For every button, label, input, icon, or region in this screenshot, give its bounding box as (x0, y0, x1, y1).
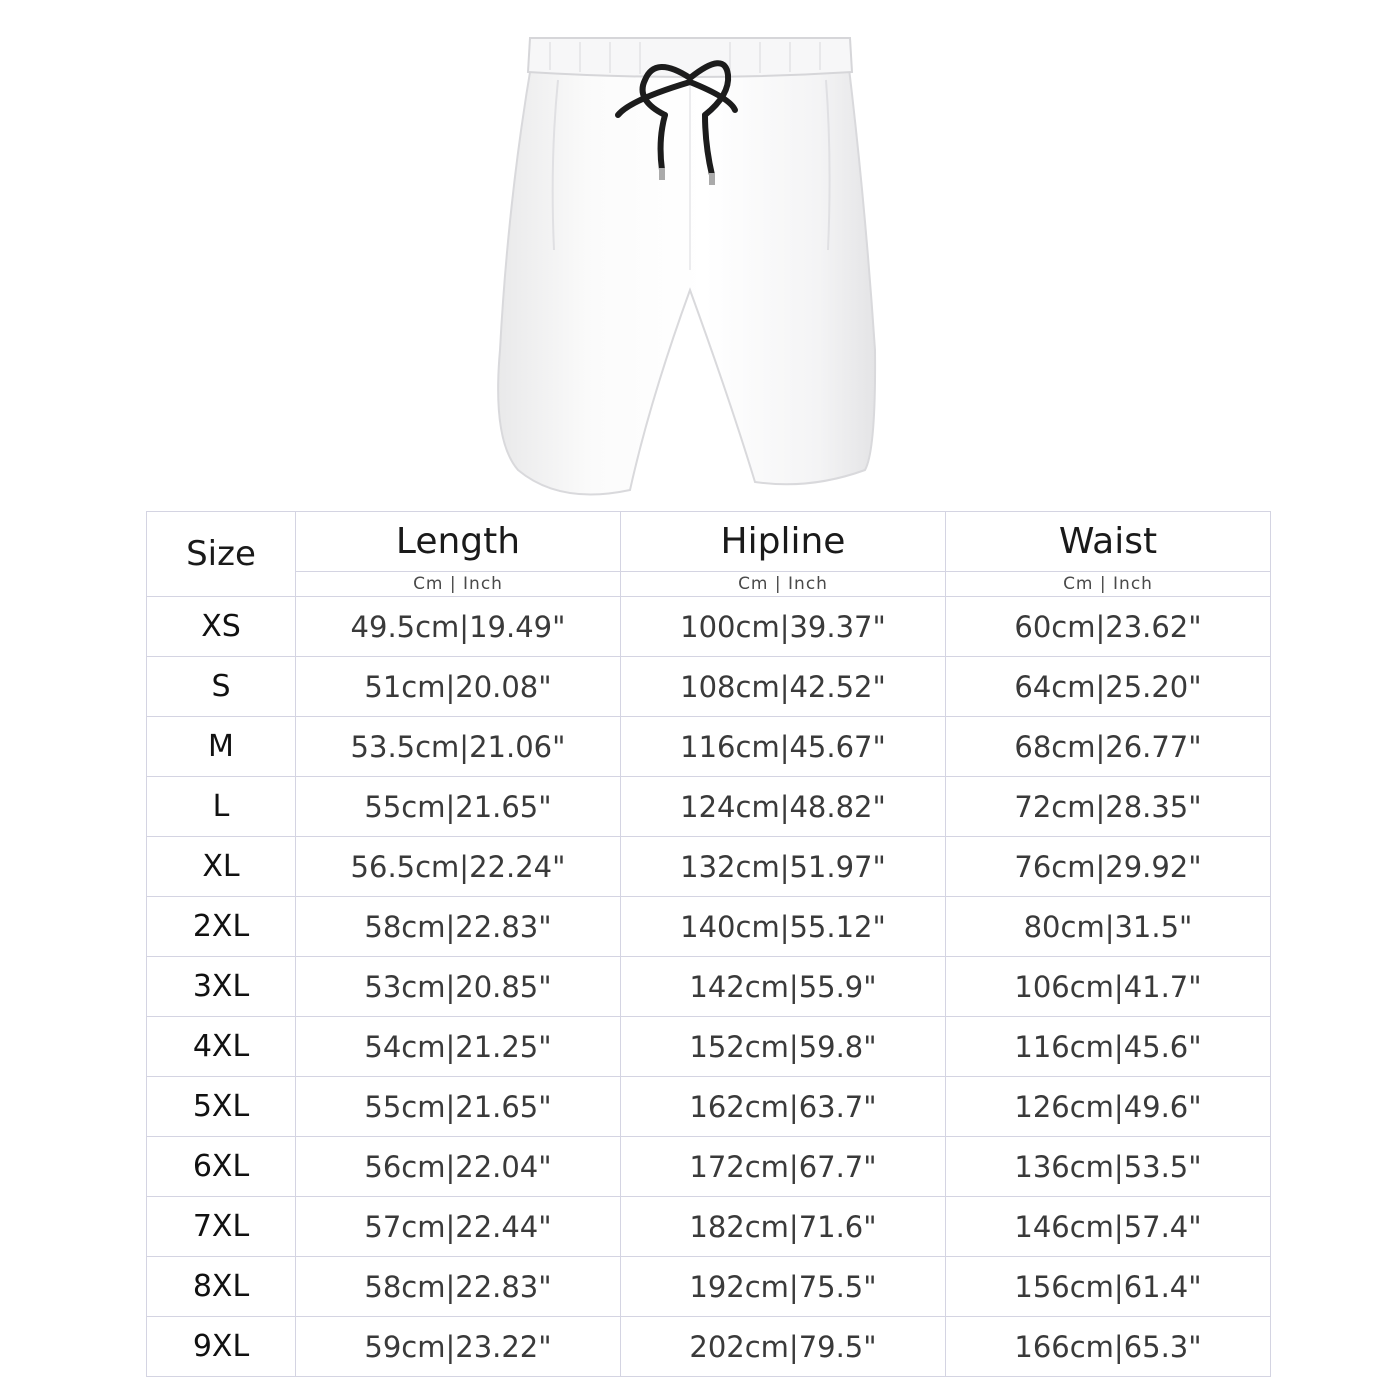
waist-cell: 136cm|53.5" (946, 1137, 1271, 1197)
table-row (147, 1197, 1271, 1257)
length-cell: 58cm|22.83" (296, 1257, 621, 1317)
waist-cell: 60cm|23.62" (946, 597, 1271, 657)
hipline-cell: 124cm|48.82" (621, 777, 946, 837)
hipline-units: Cm | Inch (621, 572, 946, 597)
hipline-cell: 162cm|63.7" (621, 1077, 946, 1137)
waist-header: Waist (946, 512, 1271, 572)
length-cell: 56.5cm|22.24" (296, 837, 621, 897)
waist-cell: 126cm|49.6" (946, 1077, 1271, 1137)
waist-cell: 80cm|31.5" (946, 897, 1271, 957)
hipline-cell: 202cm|79.5" (621, 1317, 946, 1377)
table-row (147, 597, 1271, 657)
hipline-cell: 142cm|55.9" (621, 957, 946, 1017)
size-cell: XS (147, 597, 296, 657)
waist-units: Cm | Inch (946, 572, 1271, 597)
size-chart-table (146, 511, 1271, 1377)
hipline-cell: 182cm|71.6" (621, 1197, 946, 1257)
hipline-cell: 108cm|42.52" (621, 657, 946, 717)
size-cell: L (147, 777, 296, 837)
table-row (147, 837, 1271, 897)
shorts-product-image (480, 20, 900, 510)
length-cell: 49.5cm|19.49" (296, 597, 621, 657)
length-cell: 51cm|20.08" (296, 657, 621, 717)
waist-cell: 64cm|25.20" (946, 657, 1271, 717)
size-cell: 6XL (147, 1137, 296, 1197)
length-cell: 55cm|21.65" (296, 1077, 621, 1137)
hipline-header: Hipline (621, 512, 946, 572)
length-cell: 57cm|22.44" (296, 1197, 621, 1257)
table-row (147, 777, 1271, 837)
size-cell: M (147, 717, 296, 777)
table-row (147, 957, 1271, 1017)
size-cell: 3XL (147, 957, 296, 1017)
table-row (147, 1077, 1271, 1137)
length-cell: 55cm|21.65" (296, 777, 621, 837)
length-units: Cm | Inch (296, 572, 621, 597)
waist-cell: 166cm|65.3" (946, 1317, 1271, 1377)
length-header: Length (296, 512, 621, 572)
table-row (147, 897, 1271, 957)
size-cell: 7XL (147, 1197, 296, 1257)
waistband (528, 38, 852, 77)
hipline-cell: 172cm|67.7" (621, 1137, 946, 1197)
waist-cell: 68cm|26.77" (946, 717, 1271, 777)
waist-cell: 116cm|45.6" (946, 1017, 1271, 1077)
waist-cell: 72cm|28.35" (946, 777, 1271, 837)
table-row (147, 1317, 1271, 1377)
size-cell: 9XL (147, 1317, 296, 1377)
waist-cell: 106cm|41.7" (946, 957, 1271, 1017)
hipline-cell: 132cm|51.97" (621, 837, 946, 897)
size-cell: 8XL (147, 1257, 296, 1317)
length-cell: 54cm|21.25" (296, 1017, 621, 1077)
length-cell: 53.5cm|21.06" (296, 717, 621, 777)
table-row (147, 1017, 1271, 1077)
length-cell: 53cm|20.85" (296, 957, 621, 1017)
waist-cell: 156cm|61.4" (946, 1257, 1271, 1317)
table-row (147, 1257, 1271, 1317)
length-cell: 56cm|22.04" (296, 1137, 621, 1197)
table-row (147, 657, 1271, 717)
hipline-cell: 192cm|75.5" (621, 1257, 946, 1317)
table-row (147, 1137, 1271, 1197)
length-cell: 58cm|22.83" (296, 897, 621, 957)
hipline-cell: 152cm|59.8" (621, 1017, 946, 1077)
waist-cell: 146cm|57.4" (946, 1197, 1271, 1257)
hipline-cell: 140cm|55.12" (621, 897, 946, 957)
hipline-cell: 116cm|45.67" (621, 717, 946, 777)
size-cell: S (147, 657, 296, 717)
length-cell: 59cm|23.22" (296, 1317, 621, 1377)
size-cell: 4XL (147, 1017, 296, 1077)
table-row (147, 717, 1271, 777)
waist-cell: 76cm|29.92" (946, 837, 1271, 897)
size-cell: XL (147, 837, 296, 897)
hipline-cell: 100cm|39.37" (621, 597, 946, 657)
size-cell: 5XL (147, 1077, 296, 1137)
size-cell: 2XL (147, 897, 296, 957)
size-header: Size (147, 512, 296, 597)
